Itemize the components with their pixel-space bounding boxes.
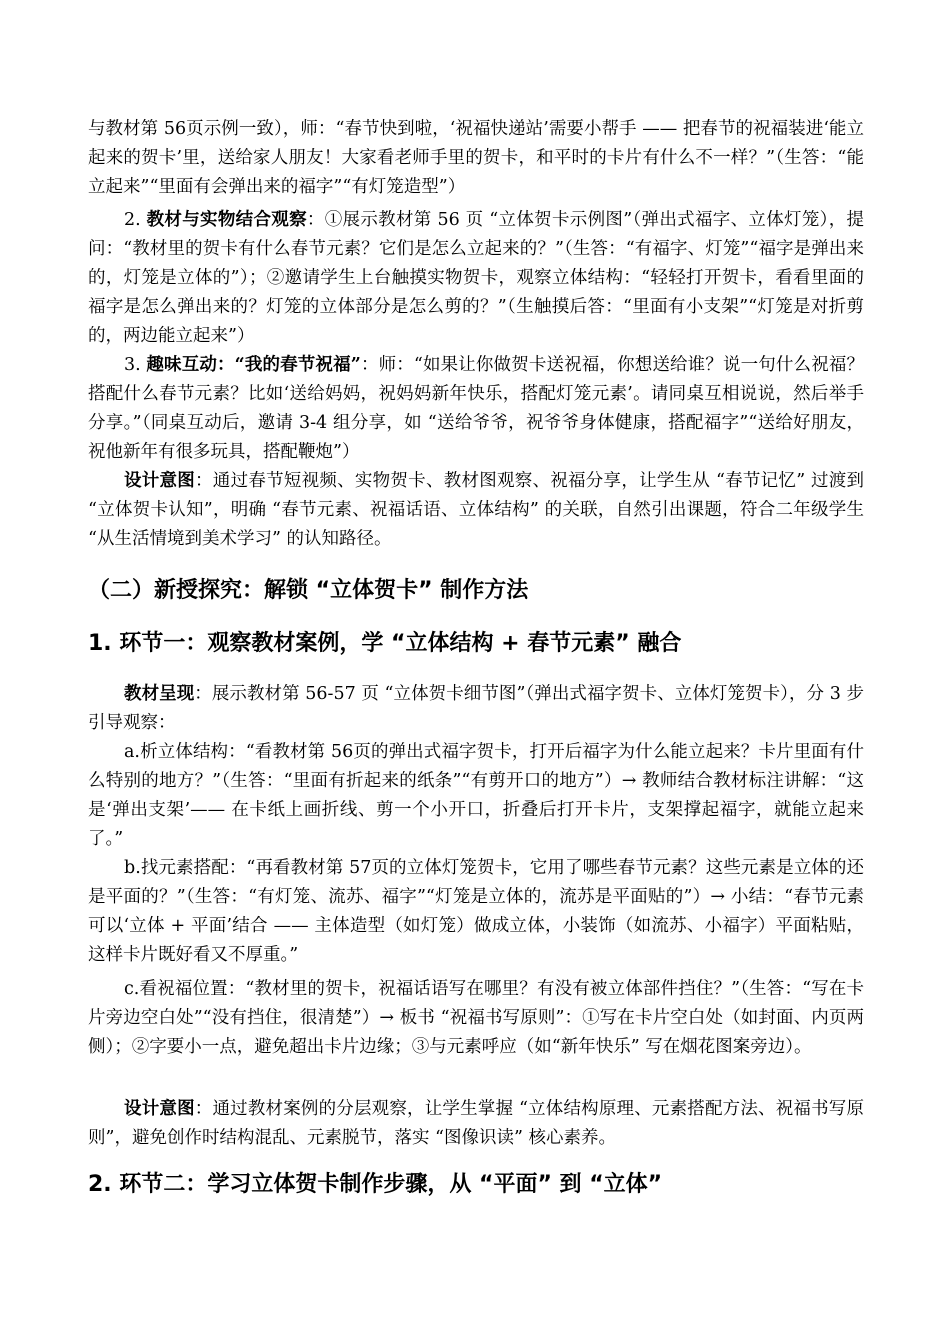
section-heading-new-teaching: （二）新授探究：解锁 “立体贺卡” 制作方法 <box>88 578 529 603</box>
material-paragraph <box>88 680 864 738</box>
design-intent-2-label: 设计意图 <box>124 1099 195 1119</box>
material-label: 教材呈现 <box>124 684 195 704</box>
point-a-paragraph <box>88 738 864 854</box>
item-2-number: 2. <box>124 210 147 230</box>
design-intent-2-body: ：通过教材案例的分层观察，让学生掌握 “立体结构原理、元素搭配方法、祝福书写原则”，避免创作时结构混乱、元素脱节，落实 “图像识读” 核心素养。 <box>88 1099 864 1148</box>
item-3-body: ：师：“如果让你做贺卡送祝福，你想送给谁？说一句什么祝福？搭配什么春节元素？比如‘送给妈妈，祝妈妈新年快乐，搭配灯笼元素’。请同桌互相说说，然后举手分享。”（同桌互动后，邀请 3-4 组分享，如 “送给爷爷，祝爷爷身体健康，搭配福字”“送给好朋友，祝他新年有很多玩具，搭配鞭炮”） <box>88 355 864 462</box>
item-2-body: ：①展示教材第 56 页 “立体贺卡示例图”（弹出式福字、立体灯笼），提问：“教材里的贺卡有什么春节元素？它们是怎么立起来的？”（生答：“有福字、灯笼”“福字是弹出来的，灯笼是立体的”）；②邀请学生上台触摸实物贺卡，观察立体结构：“轻轻打开贺卡，看看里面的福字是怎么弹出来的？灯笼的立体部分是怎么剪的？”（生触摸后答：“里面有小支架”“灯笼是对折剪的，两边能立起来”） <box>88 210 865 346</box>
item-2-title: 教材与实物结合观察 <box>146 210 307 230</box>
design-intent-1-body: ：通过春节短视频、实物贺卡、教材图观察、祝福分享，让学生从 “春节记忆” 过渡到 “立体贺卡认知”，明确 “春节元素、祝福话语、立体结构” 的关联，自然引出课题，符合二年级学生 “从生活情境到美术学习” 的认知路径。 <box>88 471 864 549</box>
point-a-text: a.析立体结构：“看教材第 56页的弹出式福字贺卡，打开后福字为什么能立起来？卡片里面有什么特别的地方？”（生答：“里面有折起来的纸条”“有剪开口的地方”）→ 教师结合教材标注讲解：“这是‘弹出支架’—— 在卡纸上画折线、剪一个小开口，折叠后打开卡片，支架撑起福字，就能立起来了。” <box>88 742 864 849</box>
continuation-paragraph <box>88 115 864 202</box>
point-c-text: c.看祝福位置：“教材里的贺卡，祝福话语写在哪里？有没有被立体部件挡住？”（生答：“写在卡片旁边空白处”“没有挡住，很清楚”）→ 板书 “祝福书写原则”：①写在卡片空白处（如封面、内页两侧）；②字要小一点，避免超出卡片边缘；③与元素呼应（如“新年快乐” 写在烟花图案旁边）。 <box>88 979 864 1057</box>
item-3-number: 3. <box>124 355 147 375</box>
item-2-paragraph <box>88 206 864 351</box>
item-3-paragraph <box>88 351 864 467</box>
design-intent-1-label: 设计意图 <box>124 471 196 491</box>
point-b-paragraph <box>88 854 864 970</box>
material-body: ：展示教材第 56-57 页 “立体贺卡细节图”（弹出式福字贺卡、立体灯笼贺卡），分 3 步引导观察： <box>88 684 865 733</box>
point-b-text: b.找元素搭配：“再看教材第 57页的立体灯笼贺卡，它用了哪些春节元素？这些元素是立体的还是平面的？”（生答：“有灯笼、流苏、福字”“灯笼是立体的，流苏是平面贴的”）→ 小结：“春节元素可以‘立体 + 平面’结合 —— 主体造型（如灯笼）做成立体，小装饰（如流苏、小福字）平面粘贴，这样卡片既好看又不厚重。” <box>88 858 864 965</box>
continuation-text: 与教材第 56页示例一致），师：“春节快到啦，‘祝福快递站’需要小帮手 —— 把春节的祝福装进‘能立起来的贺卡’里，送给家人朋友！大家看老师手里的贺卡，和平时的卡片有什么不一样？”（生答：“能立起来”“里面有会弹出来的福字”“有灯笼造型”） <box>88 119 864 197</box>
point-c-paragraph <box>88 975 864 1062</box>
step-2-heading: 2. 环节二：学习立体贺卡制作步骤，从 “平面” 到 “立体” <box>88 1172 663 1197</box>
item-3-title: 趣味互动：“我的春节祝福” <box>146 355 361 375</box>
step-1-heading: 1. 环节一：观察教材案例，学 “立体结构 + 春节元素” 融合 <box>88 631 682 656</box>
design-intent-2-paragraph <box>88 1095 864 1153</box>
design-intent-1-paragraph <box>88 467 864 554</box>
